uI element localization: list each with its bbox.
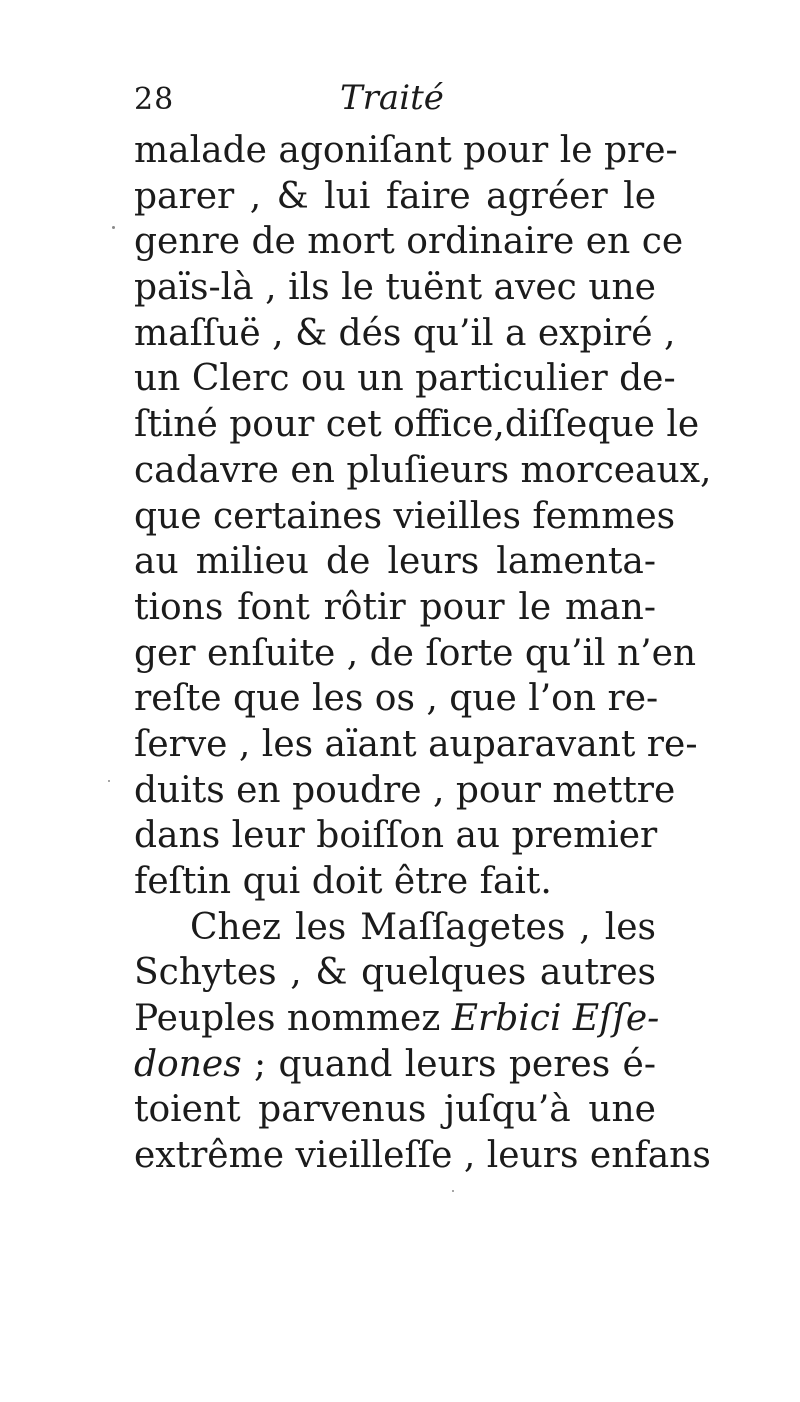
text-line: [134, 768, 676, 814]
text-segment: dans leur boiſſon au premier: [134, 815, 658, 857]
text-line: [134, 950, 656, 996]
text-line: [134, 813, 656, 859]
page-header: [134, 78, 654, 126]
text-line: [134, 311, 676, 357]
text-segment: Chez les Maſſagetes , les: [190, 906, 656, 948]
text-line: [134, 905, 656, 951]
text-segment: ger enſuite , de ſorte qu’il n’en: [134, 632, 697, 674]
text-line: [134, 448, 712, 494]
text-line: [134, 494, 676, 540]
text-segment: ſtiné pour cet office,diſſeque le: [134, 404, 700, 446]
text-segment: que certaines vieilles femmes: [134, 495, 676, 537]
text-segment: malade agoniſant pour le pre-: [134, 130, 678, 171]
paper-speck: [112, 226, 115, 229]
text-line: [134, 402, 700, 448]
italic-text: Erbici Eſſe-: [451, 998, 660, 1040]
italic-text: dones: [134, 1043, 242, 1085]
text-line: [134, 265, 656, 311]
text-line: [134, 539, 656, 585]
text-segment: ſerve , les aïant auparavant re-: [134, 723, 698, 765]
text-line: [134, 585, 656, 631]
text-segment: maſſuë , & dés qu’il a expiré ,: [134, 312, 676, 354]
running-title: Traité: [340, 78, 444, 118]
text-line: [134, 128, 678, 174]
text-line: [134, 996, 660, 1042]
text-segment: feſtin qui doit être fait.: [134, 861, 552, 902]
text-segment: cadavre en pluſieurs morceaux,: [134, 449, 712, 491]
text-line: [134, 1042, 656, 1088]
text-segment: duits en poudre , pour mettre: [134, 769, 676, 811]
text-segment: un Clerc ou un particulier de-: [134, 358, 676, 400]
text-line: [134, 219, 684, 265]
text-segment: Schytes , & quelques autres: [134, 952, 656, 994]
text-line: [134, 859, 656, 905]
text-line: [134, 1133, 711, 1179]
text-segment: extrême vieilleſſe , leurs enfans: [134, 1135, 711, 1177]
text-segment: Peuples nommez: [134, 998, 452, 1040]
text-line: [134, 722, 698, 768]
text-segment: reſte que les os , que l’on re-: [134, 678, 659, 720]
text-line: [134, 1087, 656, 1133]
text-segment: au milieu de leurs lamenta-: [134, 541, 656, 583]
text-segment: genre de mort ordinaire en ce: [134, 221, 684, 263]
text-line: [134, 174, 656, 220]
paper-speck: [108, 780, 110, 782]
text-segment: ; quand leurs peres é-: [241, 1043, 656, 1085]
text-segment: tions font rôtir pour le man-: [134, 586, 656, 628]
text-segment: parer , & lui faire agréer le: [134, 175, 656, 217]
page-number: 28: [134, 82, 175, 117]
text-line: [134, 356, 676, 402]
paper-speck: [452, 1190, 454, 1192]
text-segment: païs-là , ils le tuënt avec une: [134, 267, 656, 309]
body-text: [134, 128, 712, 1179]
text-line: [134, 631, 697, 677]
text-segment: toient parvenus juſqu’à une: [134, 1089, 656, 1131]
text-line: [134, 676, 659, 722]
